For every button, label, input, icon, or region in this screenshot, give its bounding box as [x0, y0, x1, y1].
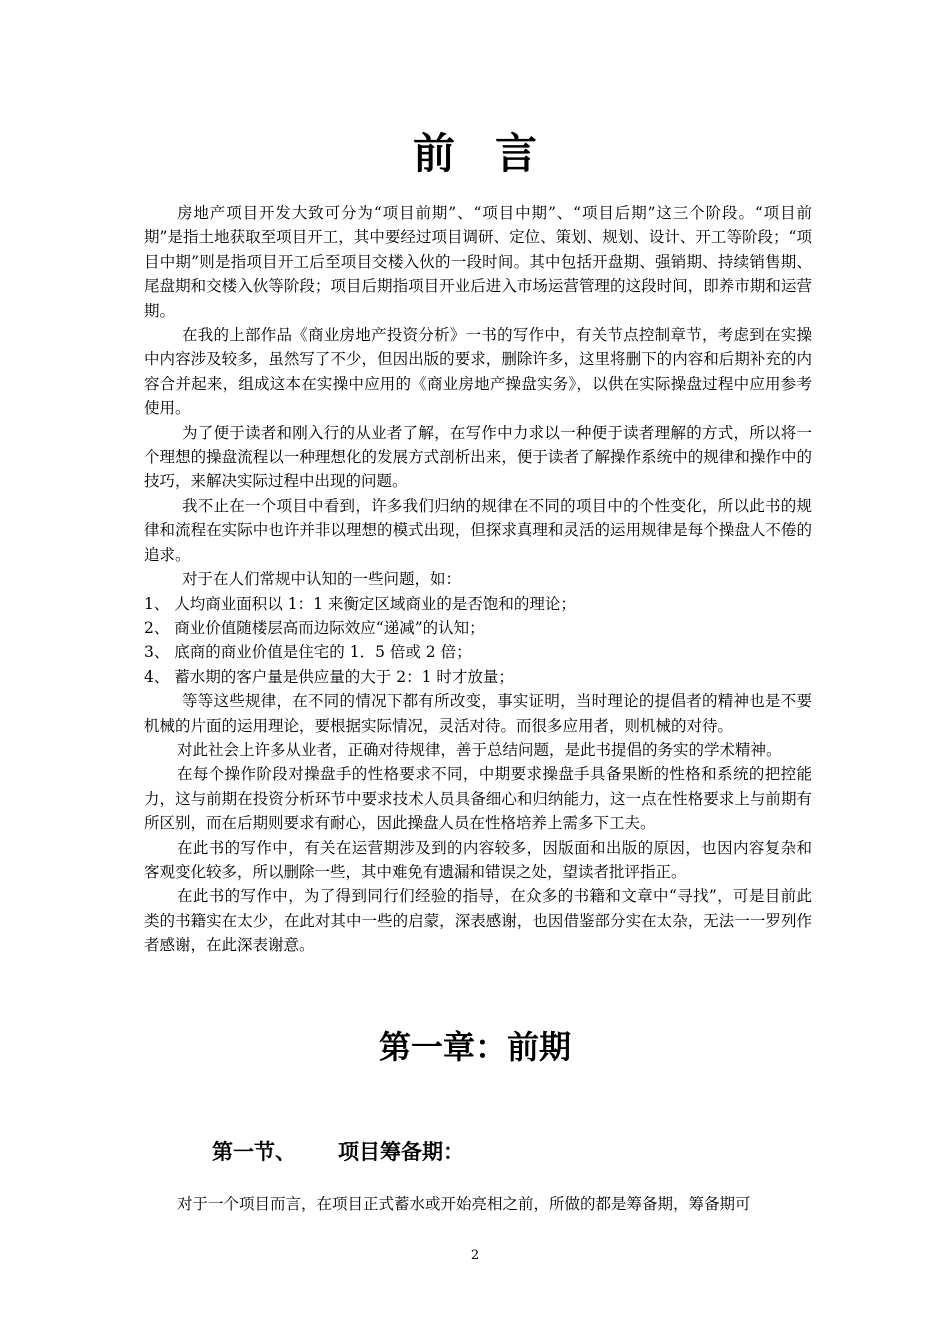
preface-paragraph-1: 房地产项目开发大致可分为“项目前期”、“项目中期”、“项目后期”这三个阶段。“项目前期”是指土地获取至项目开工，其中要经过项目调研、定位、策划、规划、设计、开工等阶段；“项目中期”则是指项目开工后至项目交楼入伙的一段时间。其中包括开盘期、强销期、持续销售期、尾盘期和交楼入伙等阶段；项目后期指项目开业后进入市场运营管理的这段时间，即养市期和运营期。	[144, 204, 812, 320]
preface-list-item-2: 2、 商业价值随楼层高而边际效应“递减”的认知；	[144, 618, 485, 637]
section-title: 项目筹备期：	[338, 1139, 464, 1164]
preface-paragraph-5: 对于在人们常规中认知的一些问题，如：	[182, 570, 462, 589]
preface-paragraph-10: 在此书的写作中，为了得到同行们经验的指导，在众多的书籍和文章中“寻找”，可是目前此类的书籍实在太少，在此对其中一些的启蒙，深表感谢，也因借鉴部分实在太杂，无法一一罗列作者感谢，在此深表谢意。	[144, 887, 812, 955]
preface-title: 前言	[412, 129, 577, 178]
preface-paragraph-3: 为了便于读者和刚入行的从业者了解，在写作中力求以一种便于读者理解的方式，所以将一个理想的操盘流程以一种理想化的发展方式剖析出来，便于读者了解操作系统中的规律和操作中的技巧，来解决实际过程中出现的问题。	[144, 423, 812, 491]
preface-paragraph-9: 在此书的写作中，有关在运营期涉及到的内容较多，因版面和出版的原因，也因内容复杂和客观变化较多，所以删除一些，其中难免有遗漏和错误之处，望读者批评指正。	[144, 838, 812, 881]
section-paragraph: 对于一个项目而言，在项目正式蓄水或开始亮相之前，所做的都是筹备期，筹备期可	[177, 1195, 751, 1213]
preface-paragraph-8: 在每个操作阶段对操盘手的性格要求不同，中期要求操盘手具备果断的性格和系统的把控能力，这与前期在投资分析环节中要求技术人员具备细心和归纳能力，这一点在性格要求上与前期有所区别，而在后期则要求有耐心，因此操盘人员在性格培养上需多下工夫。	[144, 765, 812, 833]
section-heading	[212, 1137, 464, 1167]
section-number: 第一节、	[212, 1139, 296, 1164]
chapter-title: 第一章：前期	[378, 1028, 571, 1066]
preface-paragraph-6: 等等这些规律，在不同的情况下都有所改变，事实证明，当时理论的提倡者的精神也是不要机械的片面的运用理论，要根据实际情况，灵活对待。而很多应用者，则机械的对待。	[144, 692, 812, 735]
preface-body	[144, 201, 812, 958]
preface-paragraph-4: 我不止在一个项目中看到，许多我们归纳的规律在不同的项目中的个性变化，所以此书的规律和流程在实际中也许并非以理想的模式出现，但探求真理和灵活的运用规律是每个操盘人不倦的追求。	[144, 496, 812, 564]
preface-paragraph-2: 在我的上部作品《商业房地产投资分析》一书的写作中，有关节点控制章节，考虑到在实操中内容涉及较多，虽然写了不少，但因出版的要求，删除许多，这里将删下的内容和后期补充的内容合并起来，组成这本在实操中应用的《商业房地产操盘实务》，以供在实际操盘过程中应用参考使用。	[144, 326, 812, 418]
preface-paragraph-7: 对此社会上许多从业者，正确对待规律，善于总结问题，是此书提倡的务实的学术精神。	[177, 740, 782, 759]
page-number: 2	[470, 1248, 480, 1263]
preface-list-item-3: 3、 底商的商业价值是住宅的 1．5 倍或 2 倍；	[144, 643, 472, 662]
preface-list-item-4: 4、 蓄水期的客户量是供应量的大于 2：1 时才放量；	[144, 667, 514, 686]
preface-list-item-1: 1、 人均商业面积以 1：1 来衡定区域商业的是否饱和的理论；	[144, 594, 576, 613]
